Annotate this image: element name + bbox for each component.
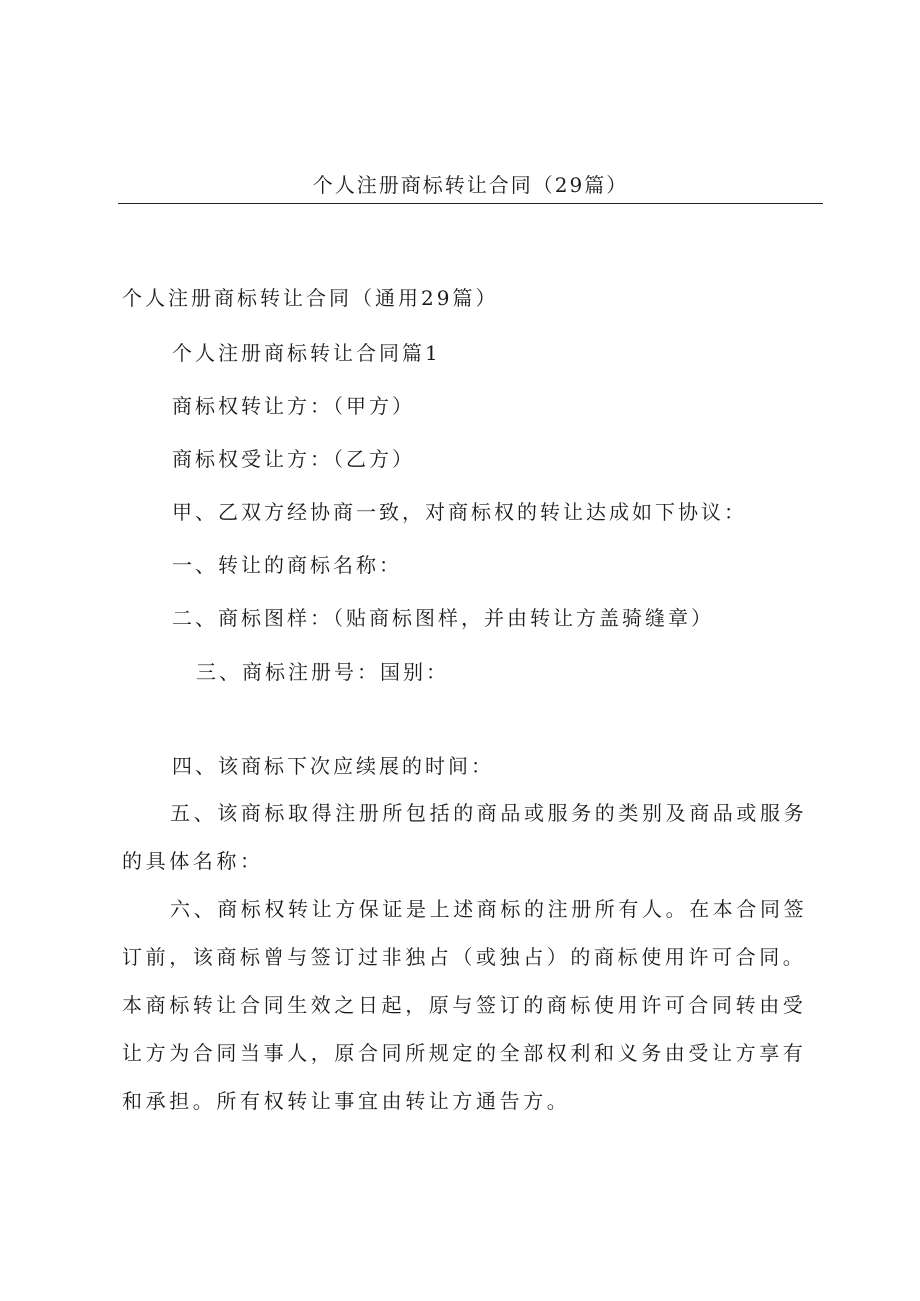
transferor-line: 商标权转让方：（甲方） <box>172 394 415 418</box>
clause-4: 四、该商标下次应续展的时间： <box>172 754 494 778</box>
clause-6: 六、商标权转让方保证是上述商标的注册所有人。在本合同签订前，该商标曾与签订过非独占（或独占）的商标使用许可合同。本商标转让合同生效之日起，原与签订的商标使用许可合同转由受让方为合同当事人，原合同所规定的全部权利和义务由受让方享有和承担。所有权转让事宜由转让方通告方。 <box>122 897 808 1113</box>
clause-2: 二、商标图样：（贴商标图样，并由转让方盖骑缝章） <box>172 606 714 630</box>
transferee-line: 商标权受让方：（乙方） <box>172 447 415 471</box>
clause-3: 三、商标注册号：国别： <box>196 660 449 684</box>
document-title: 个人注册商标转让合同（29篇） <box>312 173 629 197</box>
title-underline <box>118 203 823 204</box>
clause-1: 一、转让的商标名称： <box>172 553 402 577</box>
section-heading: 个人注册商标转让合同篇1 <box>172 341 441 365</box>
clause-5: 五、该商标取得注册所包括的商品或服务的类别及商品或服务的具体名称： <box>122 801 808 873</box>
document-subtitle: 个人注册商标转让合同（通用29篇） <box>122 286 499 310</box>
intro-line: 甲、乙双方经协商一致，对商标权的转让达成如下协议： <box>172 500 747 524</box>
